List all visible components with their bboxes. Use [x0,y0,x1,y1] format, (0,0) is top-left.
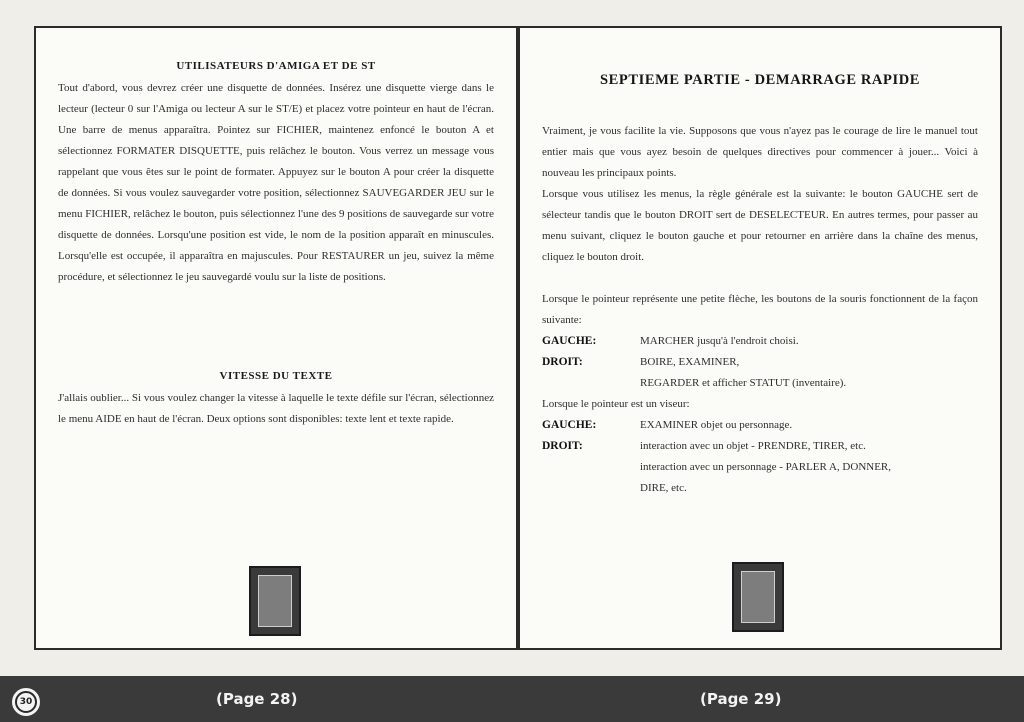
action-key: DROIT: [542,356,583,368]
action-row-arrow-droit-cont [542,373,978,394]
footer-page-label-right: (Page 29) [700,690,782,708]
action-value: interaction avec un personnage - PARLER A, DONNER, [640,461,892,473]
body-paragraph-text-speed: J'allais oublier... Si vous voulez changer la vitesse à laquelle le texte défile sur l'écran, sélectionnez le menu AIDE en haut de l'écran. Deux options sont disponibles: texte lent et texte rapide. [58,392,494,425]
page-number-badge [9,685,43,719]
action-value: EXAMINER objet ou personnage. [640,419,793,431]
action-row-sight-droit [542,436,978,457]
right-page [518,26,1002,650]
action-row-sight-droit-cont [542,457,978,478]
footer-page-label-left: (Page 28) [216,690,298,708]
action-value: MARCHER jusqu'à l'endroit choisi. [640,335,799,347]
footer-bar [0,676,1024,722]
section-heading-text-speed: VITESSE DU TEXTE [219,370,333,382]
action-value: REGARDER et afficher STATUT (inventaire). [640,377,847,389]
section-heading-quick-start: SEPTIEME PARTIE - DEMARRAGE RAPIDE [599,72,921,88]
character-emblem-image [732,562,784,632]
paragraph-menus: Lorsque vous utilisez les menus, la règle générale est la suivante: le bouton GAUCHE sert de sélecteur tandis que le bouton DROIT sert de DESELECTEUR. En autres termes, pour passer au menu suivant, cliquez le bouton gauche et pour retourner en arrière dans la chaîne des menus, cliquez le bouton droit. [542,188,978,263]
left-page [34,26,518,650]
action-row-sight-gauche [542,415,978,436]
action-key: DROIT: [542,440,583,452]
action-value: DIRE, etc. [640,482,687,494]
paragraph-intro: Vraiment, je vous facilite la vie. Supposons que vous n'ayez pas le courage de lire le manuel tout entier mais que vous ayez besoin de quelques directives pour commencer à jouer... Voici à nouveau les principaux points. [542,125,978,179]
paragraph-arrow-pointer: Lorsque le pointeur représente une petite flèche, les boutons de la souris fonctionnent de la façon suivante: [542,293,978,326]
action-key: GAUCHE: [542,335,597,347]
right-body [542,121,978,499]
paragraph-sight-pointer: Lorsque le pointeur est un viseur: [542,398,690,410]
page-number: 30 [15,691,37,713]
action-row-sight-droit-cont2 [542,478,978,499]
body-paragraph-save: Tout d'abord, vous devrez créer une disquette de données. Insérez une disquette vierge dans le lecteur (lecteur 0 sur l'Amiga ou lecteur A sur le ST/E) et placez votre pointeur en haut de l'écran. Une barre de menus apparaîtra. Pointez sur FICHIER, maintenez enfoncé le bouton A et sélectionnez FORMATER DISQUETTE, puis relâchez le bouton. Vous verrez un message vous rappelant que vous êtes sur le point de formater. Appuyez sur le bouton A pour créer la disquette de données. Si vous voulez sauvegarder votre position, sélectionnez SAUVEGARDER JEU sur le menu FICHIER, relâchez le bouton, puis sélectionnez l'une des 9 positions de sauvegarde sur votre disquette de données. Lorsqu'une position est vide, le nom de la position apparaît en minuscules. Lorsqu'elle est occupée, il apparaîtra en majuscules. Pour RESTAURER un jeu, suivez la même procédure, et sélectionnez le jeu sauvegardé voulu sur la liste de positions. [58,82,494,283]
action-row-arrow-droit [542,352,978,373]
action-row-arrow-gauche [542,331,978,352]
action-key: GAUCHE: [542,419,597,431]
section-heading-amiga-st: UTILISATEURS D'AMIGA ET DE ST [176,60,376,72]
action-value: interaction avec un objet - PRENDRE, TIRER, etc. [640,440,866,452]
character-emblem-image [249,566,301,636]
action-value: BOIRE, EXAMINER, [640,356,740,368]
